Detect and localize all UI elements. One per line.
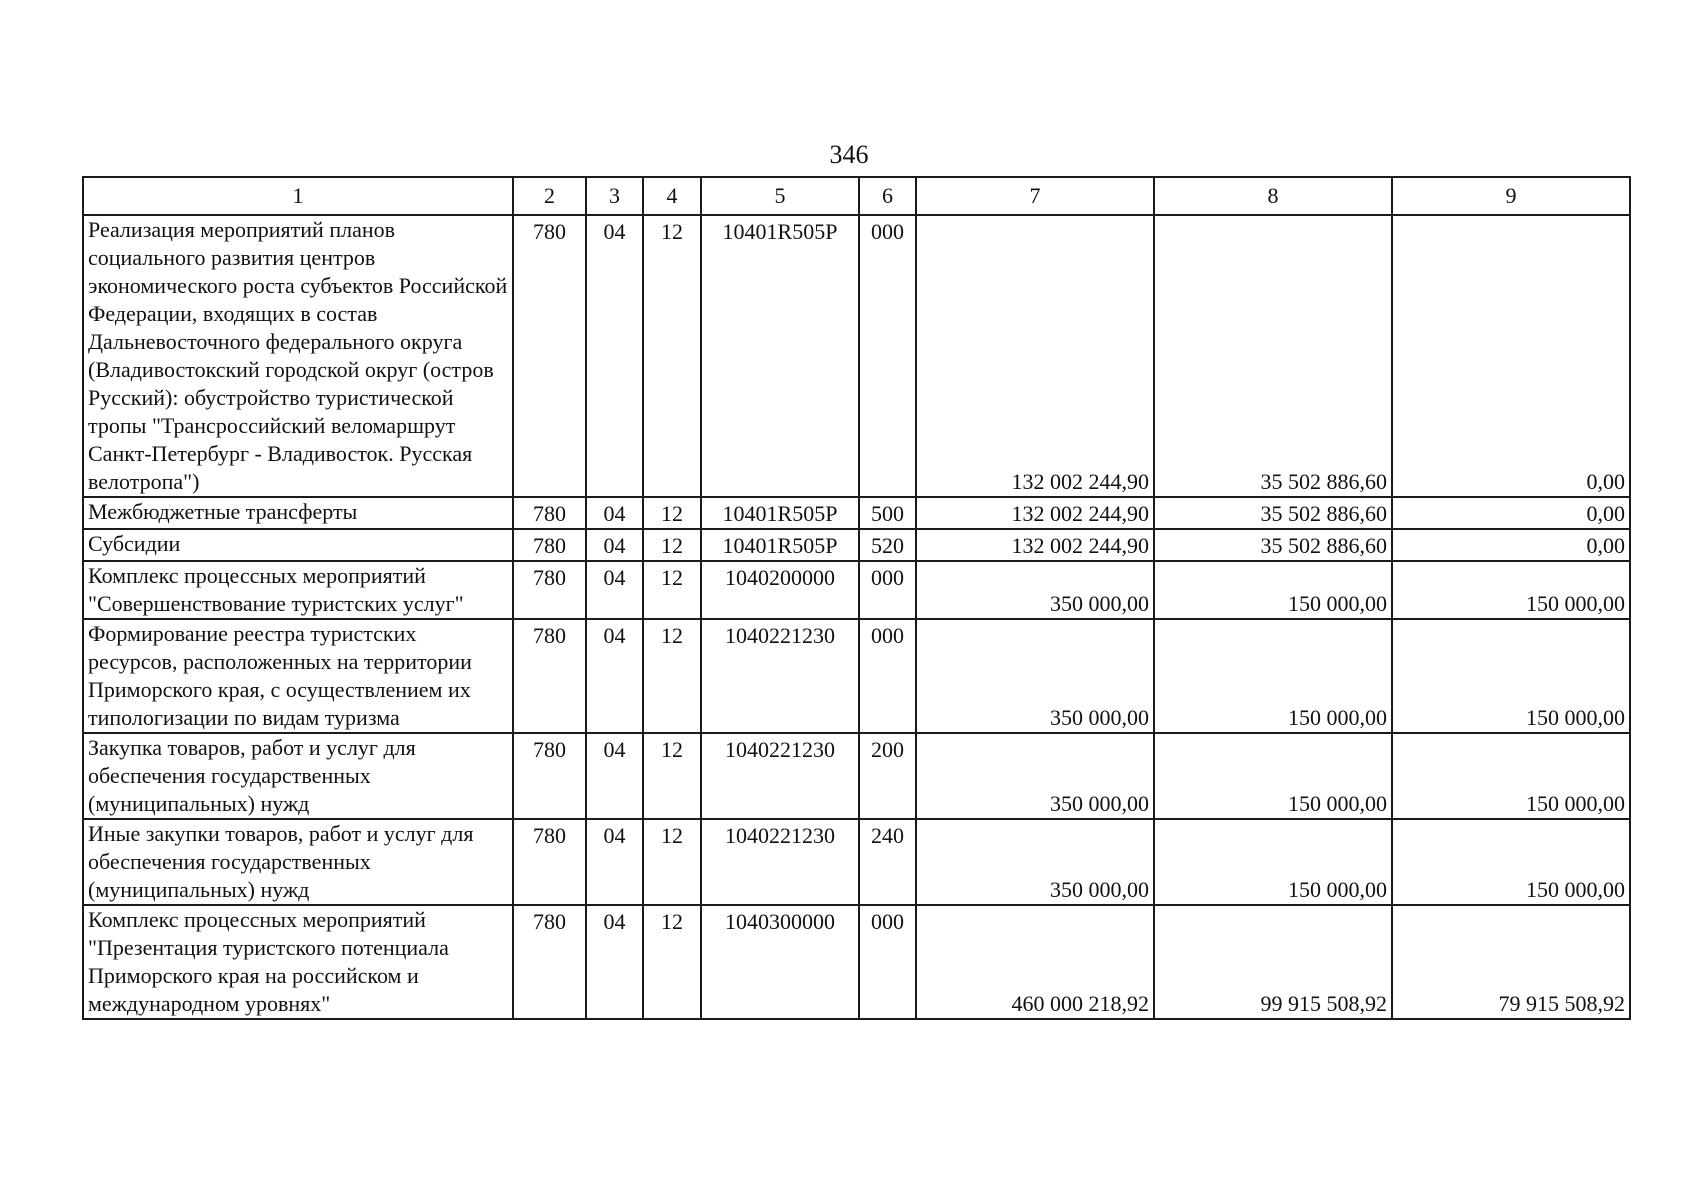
expense-type-code: 000 xyxy=(859,905,916,1019)
column-header-4: 4 xyxy=(643,177,701,215)
amount-col-8: 150 000,00 xyxy=(1154,733,1392,819)
row-name: Формирование реестра туристских ресурсов, расположенных на территории Приморского края, с осуществлением их типологизации по видам туризма xyxy=(83,619,513,733)
table-header xyxy=(83,177,1630,215)
amount-col-9: 150 000,00 xyxy=(1392,819,1630,905)
budget-table xyxy=(82,176,1631,1020)
section-code: 04 xyxy=(586,905,643,1019)
expense-type-code: 200 xyxy=(859,733,916,819)
expense-type-code: 000 xyxy=(859,619,916,733)
column-header-9: 9 xyxy=(1392,177,1630,215)
subsection-code: 12 xyxy=(643,733,701,819)
column-header-7: 7 xyxy=(916,177,1154,215)
table-row xyxy=(83,733,1630,819)
target-article-code: 10401R505P xyxy=(701,497,859,529)
subsection-code: 12 xyxy=(643,561,701,619)
ministry-code: 780 xyxy=(513,905,586,1019)
section-code: 04 xyxy=(586,215,643,497)
amount-col-9: 0,00 xyxy=(1392,215,1630,497)
row-name: Субсидии xyxy=(83,529,513,561)
ministry-code: 780 xyxy=(513,561,586,619)
expense-type-code: 000 xyxy=(859,215,916,497)
amount-col-8: 150 000,00 xyxy=(1154,819,1392,905)
section-code: 04 xyxy=(586,561,643,619)
column-header-2: 2 xyxy=(513,177,586,215)
ministry-code: 780 xyxy=(513,733,586,819)
page-number: 346 xyxy=(829,140,869,169)
subsection-code: 12 xyxy=(643,819,701,905)
table-row xyxy=(83,497,1630,529)
amount-col-7: 132 002 244,90 xyxy=(916,529,1154,561)
target-article-code: 1040221230 xyxy=(701,619,859,733)
ministry-code: 780 xyxy=(513,215,586,497)
row-name: Иные закупки товаров, работ и услуг для обеспечения государственных (муниципальных) нужд xyxy=(83,819,513,905)
subsection-code: 12 xyxy=(643,215,701,497)
amount-col-8: 35 502 886,60 xyxy=(1154,215,1392,497)
column-header-3: 3 xyxy=(586,177,643,215)
subsection-code: 12 xyxy=(643,619,701,733)
amount-col-7: 460 000 218,92 xyxy=(916,905,1154,1019)
section-code: 04 xyxy=(586,497,643,529)
target-article-code: 1040200000 xyxy=(701,561,859,619)
expense-type-code: 240 xyxy=(859,819,916,905)
row-name: Межбюджетные трансферты xyxy=(83,497,513,529)
table-row xyxy=(83,561,1630,619)
amount-col-7: 132 002 244,90 xyxy=(916,497,1154,529)
amount-col-9: 150 000,00 xyxy=(1392,561,1630,619)
subsection-code: 12 xyxy=(643,905,701,1019)
amount-col-8: 99 915 508,92 xyxy=(1154,905,1392,1019)
amount-col-9: 150 000,00 xyxy=(1392,619,1630,733)
target-article-code: 1040221230 xyxy=(701,733,859,819)
section-code: 04 xyxy=(586,733,643,819)
table-row xyxy=(83,619,1630,733)
table-row xyxy=(83,905,1630,1019)
amount-col-7: 350 000,00 xyxy=(916,733,1154,819)
section-code: 04 xyxy=(586,529,643,561)
ministry-code: 780 xyxy=(513,819,586,905)
expense-type-code: 520 xyxy=(859,529,916,561)
subsection-code: 12 xyxy=(643,529,701,561)
amount-col-8: 35 502 886,60 xyxy=(1154,497,1392,529)
section-code: 04 xyxy=(586,619,643,733)
amount-col-9: 0,00 xyxy=(1392,497,1630,529)
target-article-code: 10401R505P xyxy=(701,529,859,561)
column-header-5: 5 xyxy=(701,177,859,215)
target-article-code: 10401R505P xyxy=(701,215,859,497)
table-row xyxy=(83,215,1630,497)
column-header-6: 6 xyxy=(859,177,916,215)
amount-col-9: 150 000,00 xyxy=(1392,733,1630,819)
amount-col-7: 350 000,00 xyxy=(916,619,1154,733)
subsection-code: 12 xyxy=(643,497,701,529)
ministry-code: 780 xyxy=(513,619,586,733)
row-name: Комплекс процессных мероприятий "Совершенствование туристских услуг" xyxy=(83,561,513,619)
amount-col-7: 350 000,00 xyxy=(916,561,1154,619)
expense-type-code: 500 xyxy=(859,497,916,529)
row-name: Комплекс процессных мероприятий "Презентация туристского потенциала Приморского края на российском и международном уровнях" xyxy=(83,905,513,1019)
ministry-code: 780 xyxy=(513,497,586,529)
target-article-code: 1040300000 xyxy=(701,905,859,1019)
amount-col-7: 350 000,00 xyxy=(916,819,1154,905)
table-body xyxy=(83,215,1630,1019)
expense-type-code: 000 xyxy=(859,561,916,619)
amount-col-7: 132 002 244,90 xyxy=(916,215,1154,497)
table-row xyxy=(83,529,1630,561)
amount-col-9: 79 915 508,92 xyxy=(1392,905,1630,1019)
header-row xyxy=(83,177,1630,215)
target-article-code: 1040221230 xyxy=(701,819,859,905)
section-code: 04 xyxy=(586,819,643,905)
amount-col-8: 35 502 886,60 xyxy=(1154,529,1392,561)
amount-col-8: 150 000,00 xyxy=(1154,561,1392,619)
amount-col-9: 0,00 xyxy=(1392,529,1630,561)
ministry-code: 780 xyxy=(513,529,586,561)
column-header-8: 8 xyxy=(1154,177,1392,215)
amount-col-8: 150 000,00 xyxy=(1154,619,1392,733)
column-header-1: 1 xyxy=(83,177,513,215)
row-name: Закупка товаров, работ и услуг для обеспечения государственных (муниципальных) нужд xyxy=(83,733,513,819)
table-row xyxy=(83,819,1630,905)
row-name: Реализация мероприятий планов социального развития центров экономического роста субъектов Российской Федерации, входящих в состав Дальневосточного федерального округа (Владивостокский городской округ (остров Русский): обустройство туристической тропы "Трансроссийский веломаршрут Санкт-Петербург - Владивосток. Русская велотропа") xyxy=(83,215,513,497)
